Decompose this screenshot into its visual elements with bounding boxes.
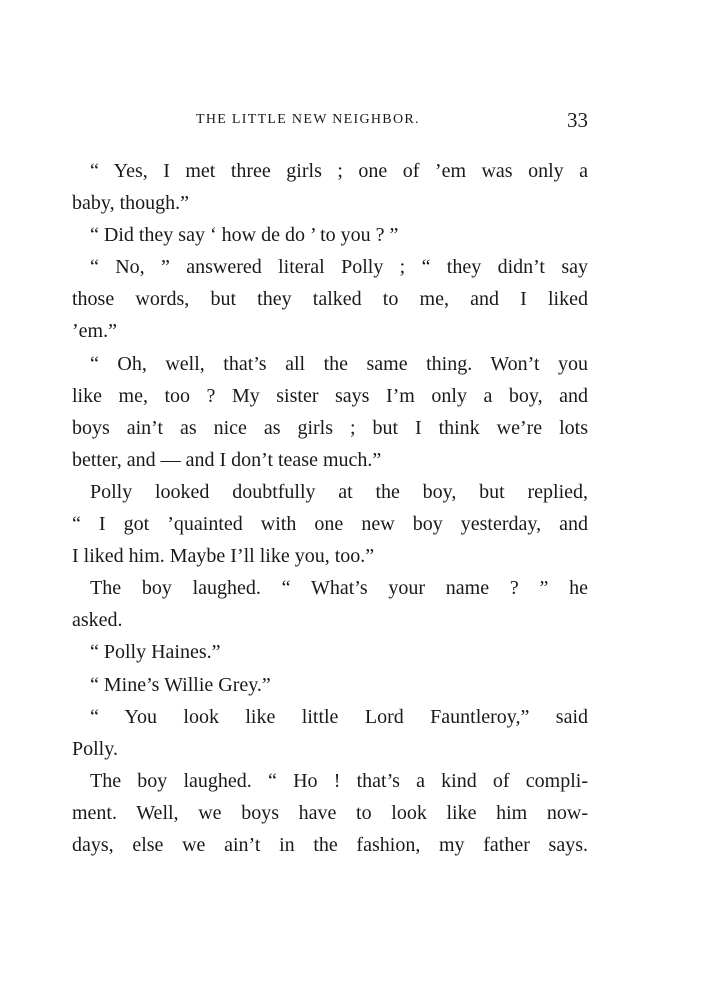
- text-line: “ I got ’quainted with one new boy yesterday, and: [72, 513, 588, 536]
- page-number: 33: [567, 108, 588, 132]
- text-line: Polly.: [72, 737, 118, 760]
- body-text: [72, 155, 588, 861]
- text-line: “ Yes, I met three girls ; one of ’em was only a: [90, 160, 588, 182]
- text-line: ment. Well, we boys have to look like him now-: [72, 801, 588, 824]
- text-line: like me, too ? My sister says I’m only a boy, and: [72, 384, 588, 407]
- text-line: Polly looked doubtfully at the boy, but replied,: [90, 480, 588, 503]
- text-line: days, else we ain’t in the fashion, my father says.: [72, 833, 588, 856]
- text-line: The boy laughed. “ Ho ! that’s a kind of compli-: [90, 769, 588, 792]
- text-line: asked.: [72, 609, 123, 632]
- text-line: “ You look like little Lord Fauntleroy,” said: [90, 705, 588, 728]
- text-line: baby, though.”: [72, 192, 190, 215]
- text-line: I liked him. Maybe I’ll like you, too.”: [72, 545, 375, 568]
- running-title: THE LITTLE NEW NEIGHBOR.: [196, 112, 420, 127]
- text-line: “ Mine’s Willie Grey.”: [90, 673, 271, 696]
- text-line: boys ain’t as nice as girls ; but I think we’re lots: [72, 416, 588, 439]
- text-line: The boy laughed. “ What’s your name ? ” he: [90, 577, 588, 600]
- text-line: “ Oh, well, that’s all the same thing. Won’t you: [90, 352, 588, 375]
- running-header: [72, 108, 588, 136]
- text-line: those words, but they talked to me, and I liked: [72, 288, 588, 311]
- text-line: better, and — and I don’t tease much.”: [72, 448, 382, 471]
- text-line: “ Did they say ‘ how de do ’ to you ? ”: [90, 224, 399, 247]
- text-line: ’em.”: [72, 320, 117, 343]
- text-line: “ Polly Haines.”: [90, 641, 221, 664]
- text-line: “ No, ” answered literal Polly ; “ they didn’t say: [90, 256, 588, 279]
